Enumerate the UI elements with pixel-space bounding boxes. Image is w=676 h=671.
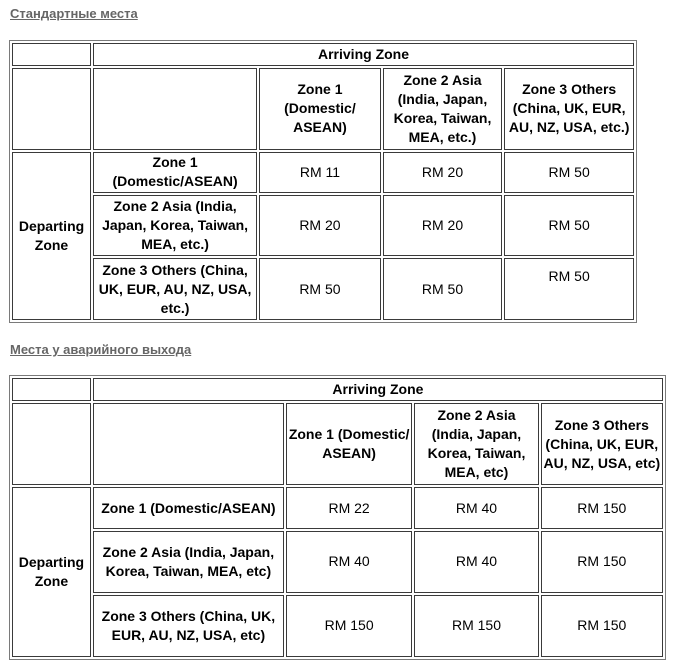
standard-seats-fare-table: [9, 40, 637, 323]
arriving-zone-header: Arriving Zone: [93, 43, 634, 66]
table-row: [12, 258, 634, 320]
table-row: [12, 487, 663, 528]
column-header-zone-3: Zone 3 Others (China, UK, EUR, AU, NZ, USA, etc): [541, 403, 663, 486]
fare-cell: RM 150: [541, 595, 663, 657]
fare-cell: RM 20: [383, 195, 503, 257]
fare-cell: RM 50: [504, 195, 634, 257]
fare-cell: RM 11: [259, 152, 381, 193]
fare-cell: RM 50: [504, 152, 634, 193]
fare-cell: RM 150: [286, 595, 412, 657]
row-header-zone-3: Zone 3 Others (China, UK, EUR, AU, NZ, USA, etc.): [93, 258, 257, 320]
fare-cell: RM 150: [414, 595, 538, 657]
column-header-zone-3: Zone 3 Others (China, UK, EUR, AU, NZ, USA, etc.): [504, 68, 634, 150]
section-heading-exit-row-seats[interactable]: Места у аварийного выхода: [10, 342, 192, 357]
fare-cell: RM 50: [383, 258, 503, 320]
empty-cell: [93, 403, 284, 486]
table-row: [12, 68, 634, 150]
table-row: [12, 195, 634, 257]
table-row: [12, 531, 663, 593]
fare-cell: RM 40: [286, 531, 412, 593]
empty-cell: [12, 403, 91, 486]
fare-cell: RM 20: [259, 195, 381, 257]
arriving-zone-header: Arriving Zone: [93, 378, 663, 401]
section-heading-standard-seats[interactable]: Стандартные места: [10, 6, 138, 21]
fare-cell: RM 22: [286, 487, 412, 528]
empty-cell: [12, 378, 91, 401]
column-header-zone-2: Zone 2 Asia (India, Japan, Korea, Taiwan, MEA, etc.): [383, 68, 503, 150]
row-header-zone-3: Zone 3 Others (China, UK, EUR, AU, NZ, USA, etc): [93, 595, 284, 657]
column-header-zone-1: Zone 1 (Domestic/ ASEAN): [259, 68, 381, 150]
fare-cell: RM 40: [414, 531, 538, 593]
table-row: [12, 403, 663, 486]
row-header-zone-2: Zone 2 Asia (India, Japan, Korea, Taiwan, MEA, etc.): [93, 195, 257, 257]
column-header-zone-1: Zone 1 (Domestic/ ASEAN): [286, 403, 412, 486]
empty-cell: [12, 43, 91, 66]
fare-cell: RM 20: [383, 152, 503, 193]
departing-zone-header: Departing Zone: [12, 487, 91, 657]
row-header-zone-1: Zone 1 (Domestic/ASEAN): [93, 152, 257, 193]
table-row: [12, 378, 663, 401]
exit-row-seats-fare-table: [9, 375, 666, 660]
empty-cell: [93, 68, 257, 150]
departing-zone-header: Departing Zone: [12, 152, 91, 320]
fare-cell: RM 40: [414, 487, 538, 528]
table-row: [12, 595, 663, 657]
row-header-zone-1: Zone 1 (Domestic/ASEAN): [93, 487, 284, 528]
empty-cell: [12, 68, 91, 150]
fare-cell: RM 150: [541, 531, 663, 593]
fare-cell: RM 50: [259, 258, 381, 320]
table-row: [12, 152, 634, 193]
fare-cell: RM 50: [504, 258, 634, 320]
fare-cell: RM 150: [541, 487, 663, 528]
row-header-zone-2: Zone 2 Asia (India, Japan, Korea, Taiwan, MEA, etc): [93, 531, 284, 593]
table-row: [12, 43, 634, 66]
column-header-zone-2: Zone 2 Asia (India, Japan, Korea, Taiwan, MEA, etc): [414, 403, 538, 486]
